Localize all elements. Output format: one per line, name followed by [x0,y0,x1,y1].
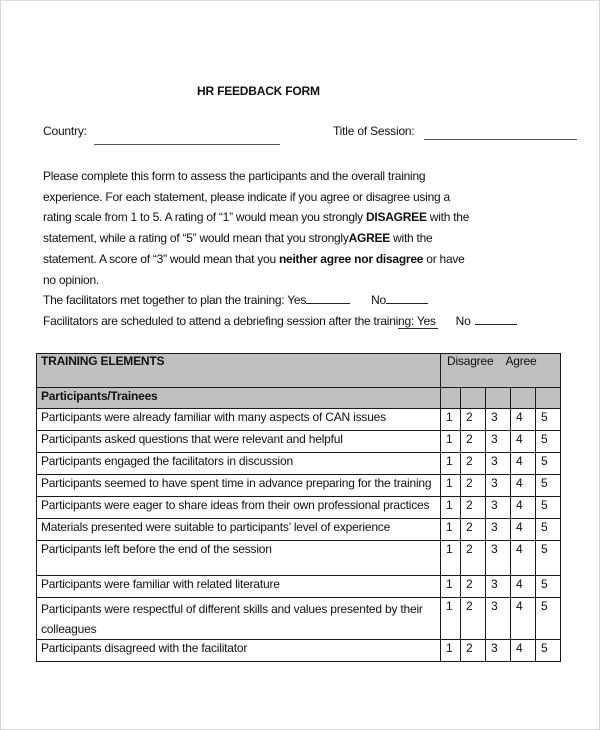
table-row [37,519,561,541]
question-plan-training: The facilitators met together to plan the training: Yes No [43,290,483,311]
section-row [37,388,561,409]
debrief-no-blank[interactable] [475,313,517,325]
rating-5[interactable]: 5 [536,541,561,576]
agree-label: Agree [505,354,537,368]
statement: Participants were respectful of different skills and values presented by their colleagues [37,598,441,640]
rating-4[interactable]: 4 [511,541,536,576]
rating-3[interactable]: 3 [486,519,511,541]
statement: Participants asked questions that were relevant and helpful [37,431,441,453]
rating-1[interactable]: 1 [441,541,461,576]
rating-3[interactable]: 3 [486,640,511,662]
question-debriefing: Facilitators are scheduled to attend a debriefing session after the training: Yes No [43,311,483,332]
table-row [37,431,561,453]
rating-2[interactable]: 2 [461,541,486,576]
table-row [37,541,561,576]
instructions-paragraph [43,166,483,332]
rating-3[interactable]: 3 [486,409,511,431]
table-row [37,640,561,662]
rating-4[interactable]: 4 [511,598,536,640]
section-title: Participants/Trainees [37,388,441,409]
rating-1[interactable]: 1 [441,431,461,453]
country-input-line[interactable] [94,144,280,145]
rating-3[interactable]: 3 [486,431,511,453]
rating-1[interactable]: 1 [441,640,461,662]
training-elements-header: TRAINING ELEMENTS [37,354,441,388]
rating-5[interactable]: 5 [536,598,561,640]
neutral-emphasis: neither agree nor disagree [278,251,424,266]
rating-3[interactable]: 3 [486,497,511,519]
disagree-emphasis: DISAGREE [366,210,427,225]
instructions-line: statement, while a rating of “5” would mean that you stronglyAGREE with the [43,231,433,246]
session-title-input-line[interactable] [424,139,577,140]
statement: Participants engaged the facilitators in discussion [37,453,441,475]
rating-1[interactable]: 1 [441,598,461,640]
rating-1[interactable]: 1 [441,475,461,497]
rating-scale-header [441,354,561,388]
country-label: Country: [43,124,87,138]
statement: Participants were already familiar with many aspects of CAN issues [37,409,441,431]
rating-2[interactable]: 2 [461,409,486,431]
rating-1[interactable]: 1 [441,453,461,475]
rating-1[interactable]: 1 [441,519,461,541]
rating-4[interactable]: 4 [511,519,536,541]
rating-1[interactable]: 1 [441,497,461,519]
form-title: HR FEEDBACK FORM [197,84,320,98]
statement: Participants seemed to have spent time in advance preparing for the training [37,475,441,497]
table-row [37,598,561,640]
instructions-line: statement. A score of “3” would mean that you neither agree nor disagree or have [43,251,465,266]
table-row [37,453,561,475]
table-header-row [37,354,561,388]
debrief-yes-blank[interactable]: ng: Yes [398,313,436,328]
rating-2[interactable]: 2 [461,576,486,598]
rating-2[interactable]: 2 [461,453,486,475]
rating-1[interactable]: 1 [441,409,461,431]
rating-2[interactable]: 2 [461,519,486,541]
rating-5[interactable]: 5 [536,497,561,519]
rating-5[interactable]: 5 [536,640,561,662]
table-row [37,409,561,431]
rating-4[interactable]: 4 [511,453,536,475]
rating-2[interactable]: 2 [461,640,486,662]
rating-2[interactable]: 2 [461,475,486,497]
statement: Participants disagreed with the facilitator [37,640,441,662]
statement: Participants were familiar with related literature [37,576,441,598]
rating-3[interactable]: 3 [486,541,511,576]
disagree-label: Disagree [447,354,494,368]
rating-3[interactable]: 3 [486,475,511,497]
rating-4[interactable]: 4 [511,431,536,453]
rating-2[interactable]: 2 [461,598,486,640]
plan-yes-blank[interactable] [306,292,350,304]
table-row [37,475,561,497]
rating-2[interactable]: 2 [461,431,486,453]
session-title-label: Title of Session: [333,124,415,138]
statement: Participants left before the end of the session [37,541,441,576]
rating-3[interactable]: 3 [486,576,511,598]
statement: Participants were eager to share ideas from their own professional practices [37,497,441,519]
rating-5[interactable]: 5 [536,576,561,598]
rating-1[interactable]: 1 [441,576,461,598]
instructions-line: rating scale from 1 to 5. A rating of “1” would mean you strongly DISAGREE with the [43,210,470,225]
rating-4[interactable]: 4 [511,576,536,598]
rating-5[interactable]: 5 [536,409,561,431]
rating-4[interactable]: 4 [511,409,536,431]
table-row [37,497,561,519]
rating-5[interactable]: 5 [536,475,561,497]
instructions-line: experience. For each statement, please indicate if you agree or disagree using a [43,189,450,204]
rating-4[interactable]: 4 [511,475,536,497]
rating-5[interactable]: 5 [536,519,561,541]
instructions-line: Please complete this form to assess the participants and the overall training [43,169,426,183]
table-row [37,576,561,598]
statement: Materials presented were suitable to participants’ level of experience [37,519,441,541]
training-elements-table [36,353,561,662]
plan-no-blank[interactable] [386,292,428,304]
rating-3[interactable]: 3 [486,453,511,475]
rating-2[interactable]: 2 [461,497,486,519]
rating-5[interactable]: 5 [536,453,561,475]
rating-4[interactable]: 4 [511,497,536,519]
rating-5[interactable]: 5 [536,431,561,453]
rating-4[interactable]: 4 [511,640,536,662]
rating-3[interactable]: 3 [486,598,511,640]
instructions-line: no opinion. [43,272,99,287]
agree-emphasis: AGREE [348,231,391,246]
